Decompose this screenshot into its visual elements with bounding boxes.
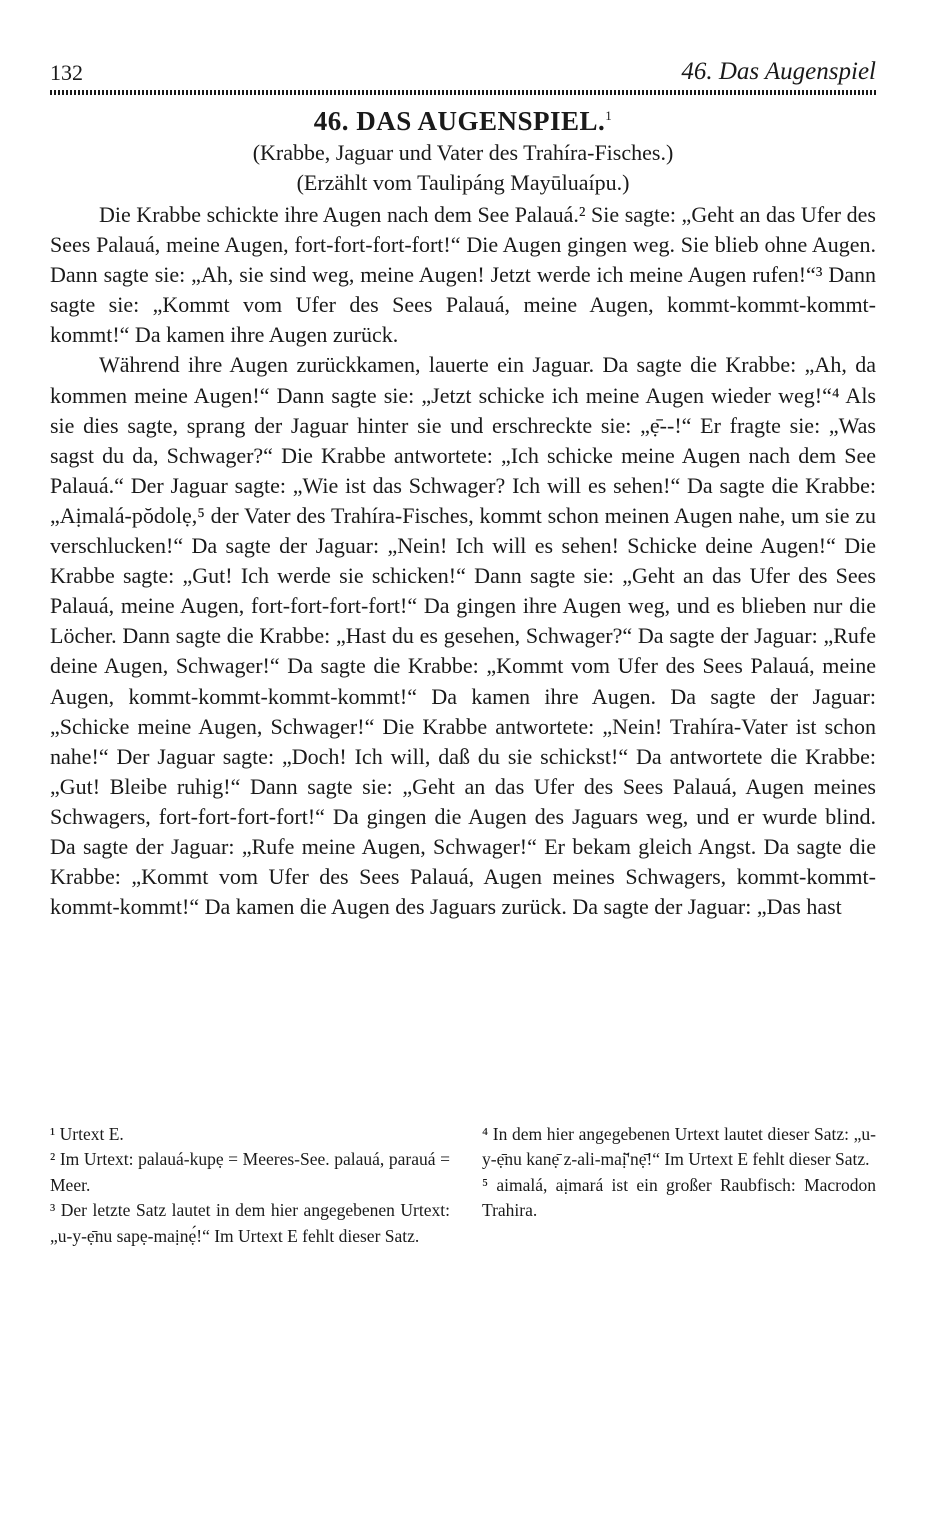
footnote-2: ² Im Urtext: palauá-kupẹ = Meeres-See. palauá, parauá = Meer. [50,1149,450,1195]
paragraph-1: Die Krabbe schickte ihre Augen nach dem See Palauá.² Sie sagte: „Geht an das Ufer des Sees Palauá, meine Augen, fort-fort-fort-fort!“ Die Augen gingen weg. Sie blieb ohne Augen. Dann sagte sie: „Ah, sie sind weg, meine Augen! Jetzt werde ich meine Augen rufen!“³ Dann sagte sie: „Kommt vom Ufer des Sees Palauá, meine Augen, kommt-kommt-kommt-kommt!“ Da kamen ihre Augen zurück. [50,202,876,348]
chapter-subtitle-characters: (Krabbe, Jaguar und Vater des Trahíra-Fisches.) [252,140,674,165]
running-head: 46. Das Augenspiel [681,58,876,85]
footnote-4: ⁴ In dem hier angegebenen Urtext lautet dieser Satz: „u-y-ẹ̄nu kanẹ̄ z-ali-maị̆'nẹ̄!“ Im Urtext E fehlt dieser Satz. [482,1124,876,1170]
chapter-title-footnote-ref: 1 [605,108,613,123]
footnote-3: ³ Der letzte Satz lautet in dem hier angegebenen Urtext: „u-y-ẹ̄nu sapẹ-maịnẹ́!“ Im Urtext E fehlt dieser Satz. [50,1200,450,1246]
body-text [50,200,876,922]
page-header [50,56,876,92]
paragraph-2: Während ihre Augen zurückkamen, lauerte ein Jaguar. Da sagte die Krabbe: „Ah, da kommen meine Augen!“ Dann sagte sie: „Jetzt schicke ich meine Augen wieder weg!“⁴ Als sie dies sagte, sprang der Jaguar hinter sie und erschreckte sie: „ẹ̄--!“ Er fragte sie: „Was sagst du da, Schwager?“ Die Krabbe antwortete: „Ich schicke meine Augen nach dem See Palauá.“ Der Jaguar sagte: „Wie ist das Schwager? Ich will es sehen!“ Da sagte die Krabbe: „Aịmalá-pŏdolẹ,⁵ der Vater des Trahíra-Fisches, kommt schon meinen Augen nahe, um sie zu verschlucken!“ Da sagte der Jaguar: „Nein! Ich will es sehen! Schicke deine Augen!“ Die Krabbe sagte: „Gut! Ich werde sie schicken!“ Dann sagte sie: „Geht an das Ufer des Sees Palauá, meine Augen, fort-fort-fort-fort!“ Da gingen ihre Augen weg, und es blieben nur die Löcher. Dann sagte die Krabbe: „Hast du es gesehen, Schwager?“ Da sagte der Jaguar: „Rufe deine Augen, Schwager!“ Da sagte die Krabbe: „Kommt vom Ufer des Sees Palauá, meine Augen, kommt-kommt-kommt-kommt!“ Da kamen ihre Augen. Da sagte der Jaguar: „Schicke meine Augen, Schwager!“ Die Krabbe antwortete: „Nein! Trahíra-Vater ist schon nahe!“ Der Jaguar sagte: „Doch! Ich will, daß du sie schickst!“ Da antwortete die Krabbe: „Gut! Bleibe ruhig!“ Dann sagte sie: „Geht an das Ufer des Sees Palauá, Augen meines Schwagers, fort-fort-fort-fort!“ Da gingen die Augen des Jaguars weg, und er wurde blind. Da sagte der Jaguar: „Rufe meine Augen, Schwager!“ Er bekam gleich Angst. Da sagte die Krabbe: „Kommt vom Ufer des Sees Palauá, Augen meines Schwagers, kommt-kommt-kommt-kommt!“ Da kamen die Augen des Jaguars zurück. Da sagte der Jaguar: „Das hast [50,352,876,920]
header-rule [50,90,876,95]
chapter-subtitle-narrator: (Erzählt vom Taulipáng Mayūluaípu.) [296,170,630,195]
footnote-5: ⁵ aimalá, aịmará ist ein großer Raubfisch: Macrodon Trahira. [482,1174,876,1221]
chapter-heading [50,104,876,198]
footnotes-right-column [482,1122,876,1224]
chapter-title-text: 46. DAS AUGENSPIEL. [313,106,606,136]
chapter-title [50,104,876,138]
footnotes-left-column [50,1122,450,1249]
footnote-1: ¹ Urtext E. [50,1124,124,1144]
page-number: 132 [50,60,83,85]
